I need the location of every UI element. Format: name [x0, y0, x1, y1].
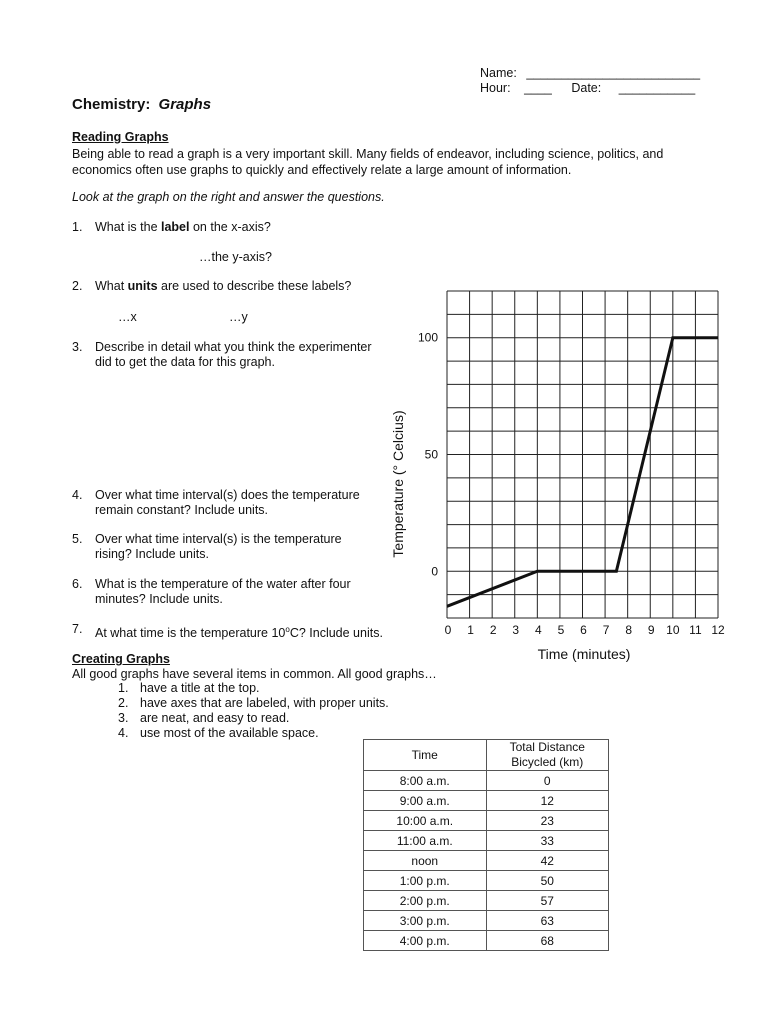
- table-cell-time: 10:00 a.m.: [364, 811, 487, 831]
- table-cell-distance: 57: [486, 891, 609, 911]
- table-header-time: Time: [364, 740, 487, 771]
- x-tick-label: 7: [602, 623, 610, 637]
- table-cell-distance: 12: [486, 791, 609, 811]
- table-row: [364, 851, 609, 871]
- question-line-1: Describe in detail what you think the experimenter: [95, 340, 372, 354]
- question-line-1: What is the temperature of the water after four: [95, 577, 351, 591]
- table-cell-time: 8:00 a.m.: [364, 771, 487, 791]
- question-2-x: …x: [118, 310, 137, 324]
- y-tick-label: 100: [417, 330, 438, 345]
- chart-grid: [447, 291, 718, 618]
- hour-label: Hour:: [480, 81, 511, 95]
- q7-sup: o: [285, 625, 290, 634]
- x-tick-label: 8: [625, 623, 633, 637]
- table-cell-time: 11:00 a.m.: [364, 831, 487, 851]
- name-blank[interactable]: _________________________: [526, 66, 701, 80]
- list-text: are neat, and easy to read.: [140, 711, 290, 725]
- table-row: [364, 791, 609, 811]
- x-tick-label: 2: [489, 623, 497, 637]
- x-tick-label: 6: [580, 623, 587, 637]
- table-row: [364, 891, 609, 911]
- question-number: 7.: [72, 622, 83, 636]
- q2-before: What: [95, 279, 128, 293]
- table-row: [364, 871, 609, 891]
- question-line-2: remain constant? Include units.: [95, 503, 269, 517]
- distance-header-text: Total Distance Bicycled (km): [509, 740, 585, 769]
- q1-before: What is the: [95, 220, 161, 234]
- list-text: have a title at the top.: [140, 681, 260, 695]
- question-2-y: …y: [229, 310, 248, 324]
- question-line-2: did to get the data for this graph.: [95, 355, 275, 369]
- list-number: 2.: [118, 696, 129, 710]
- y-tick-label: 0: [431, 564, 438, 579]
- question-number: 3.: [72, 340, 83, 354]
- q2-bold: units: [127, 279, 158, 293]
- x-tick-label: 3: [512, 623, 520, 637]
- q1-after: on the x-axis?: [189, 220, 271, 234]
- question-number: 2.: [72, 279, 83, 293]
- table-row: [364, 811, 609, 831]
- table-header-row: [364, 740, 609, 771]
- table-cell-time: 1:00 p.m.: [364, 871, 487, 891]
- question-1-yaxis: …the y-axis?: [199, 250, 272, 264]
- table-cell-distance: 0: [486, 771, 609, 791]
- table-row: [364, 931, 609, 951]
- list-number: 1.: [118, 681, 129, 695]
- question-number: 5.: [72, 532, 83, 546]
- q7-after: C? Include units.: [289, 626, 383, 641]
- creating-intro: All good graphs have several items in common. All good graphs…: [72, 667, 437, 681]
- reading-instruction: Look at the graph on the right and answer the questions.: [72, 190, 385, 204]
- x-axis-label: Time (minutes): [537, 646, 631, 662]
- table-cell-distance: 23: [486, 811, 609, 831]
- list-text: have axes that are labeled, with proper units.: [140, 696, 389, 710]
- table-cell-time: noon: [364, 851, 487, 871]
- question-number: 6.: [72, 577, 83, 591]
- table-cell-distance: 68: [486, 931, 609, 951]
- x-tick-label: 10: [666, 623, 680, 637]
- question-line-2: rising? Include units.: [95, 547, 209, 561]
- hour-blank[interactable]: ____: [524, 81, 552, 95]
- question-line-2: minutes? Include units.: [95, 592, 223, 606]
- x-tick-label: 5: [557, 623, 565, 637]
- table-header-distance: [486, 740, 609, 771]
- creating-heading: Creating Graphs: [72, 652, 170, 666]
- list-item: [118, 681, 418, 696]
- table-row: [364, 831, 609, 851]
- x-tick-label: 1: [467, 623, 474, 637]
- list-number: 4.: [118, 726, 129, 740]
- table-cell-time: 2:00 p.m.: [364, 891, 487, 911]
- y-axis-label: Temperature (° Celcius): [390, 410, 406, 558]
- table-cell-time: 4:00 p.m.: [364, 931, 487, 951]
- q7-before: At what time is the temperature 10: [95, 626, 286, 641]
- date-blank[interactable]: ___________: [618, 81, 696, 95]
- question-number: 1.: [72, 220, 83, 234]
- list-number: 3.: [118, 711, 129, 725]
- table-cell-time: 9:00 a.m.: [364, 791, 487, 811]
- list-text: use most of the available space.: [140, 726, 319, 740]
- date-label: Date:: [571, 81, 602, 95]
- reading-intro: Being able to read a graph is a very important skill. Many fields of endeavor, including science, politics, and economics often use graphs to quickly and effectively relate a large amount of information.: [72, 147, 664, 177]
- x-tick-label: 9: [647, 623, 655, 637]
- list-item: [118, 711, 418, 726]
- list-item: [118, 696, 418, 711]
- question-line-1: Over what time interval(s) does the temperature: [95, 488, 360, 502]
- title-emphasis: Graphs: [158, 96, 212, 113]
- x-tick-label: 4: [534, 623, 542, 637]
- y-tick-label: 50: [424, 447, 438, 462]
- q2-after: are used to describe these labels?: [157, 279, 352, 293]
- x-tick-label: 11: [689, 623, 702, 637]
- table-cell-distance: 33: [486, 831, 609, 851]
- q1-bold: label: [161, 220, 190, 234]
- name-label: Name:: [480, 66, 517, 80]
- question-line-1: Over what time interval(s) is the temperature: [95, 532, 342, 546]
- question-number: 4.: [72, 488, 83, 502]
- table-cell-distance: 42: [486, 851, 609, 871]
- x-tick-label: 12: [711, 623, 725, 637]
- x-tick-label: 0: [444, 623, 452, 637]
- table-cell-distance: 63: [486, 911, 609, 931]
- table-cell-time: 3:00 p.m.: [364, 911, 487, 931]
- reading-heading: Reading Graphs: [72, 130, 169, 144]
- distance-table: [363, 739, 609, 951]
- title-prefix: Chemistry:: [72, 96, 151, 113]
- table-row: [364, 911, 609, 931]
- table-cell-distance: 50: [486, 871, 609, 891]
- table-row: [364, 771, 609, 791]
- chart-labels: [390, 331, 725, 662]
